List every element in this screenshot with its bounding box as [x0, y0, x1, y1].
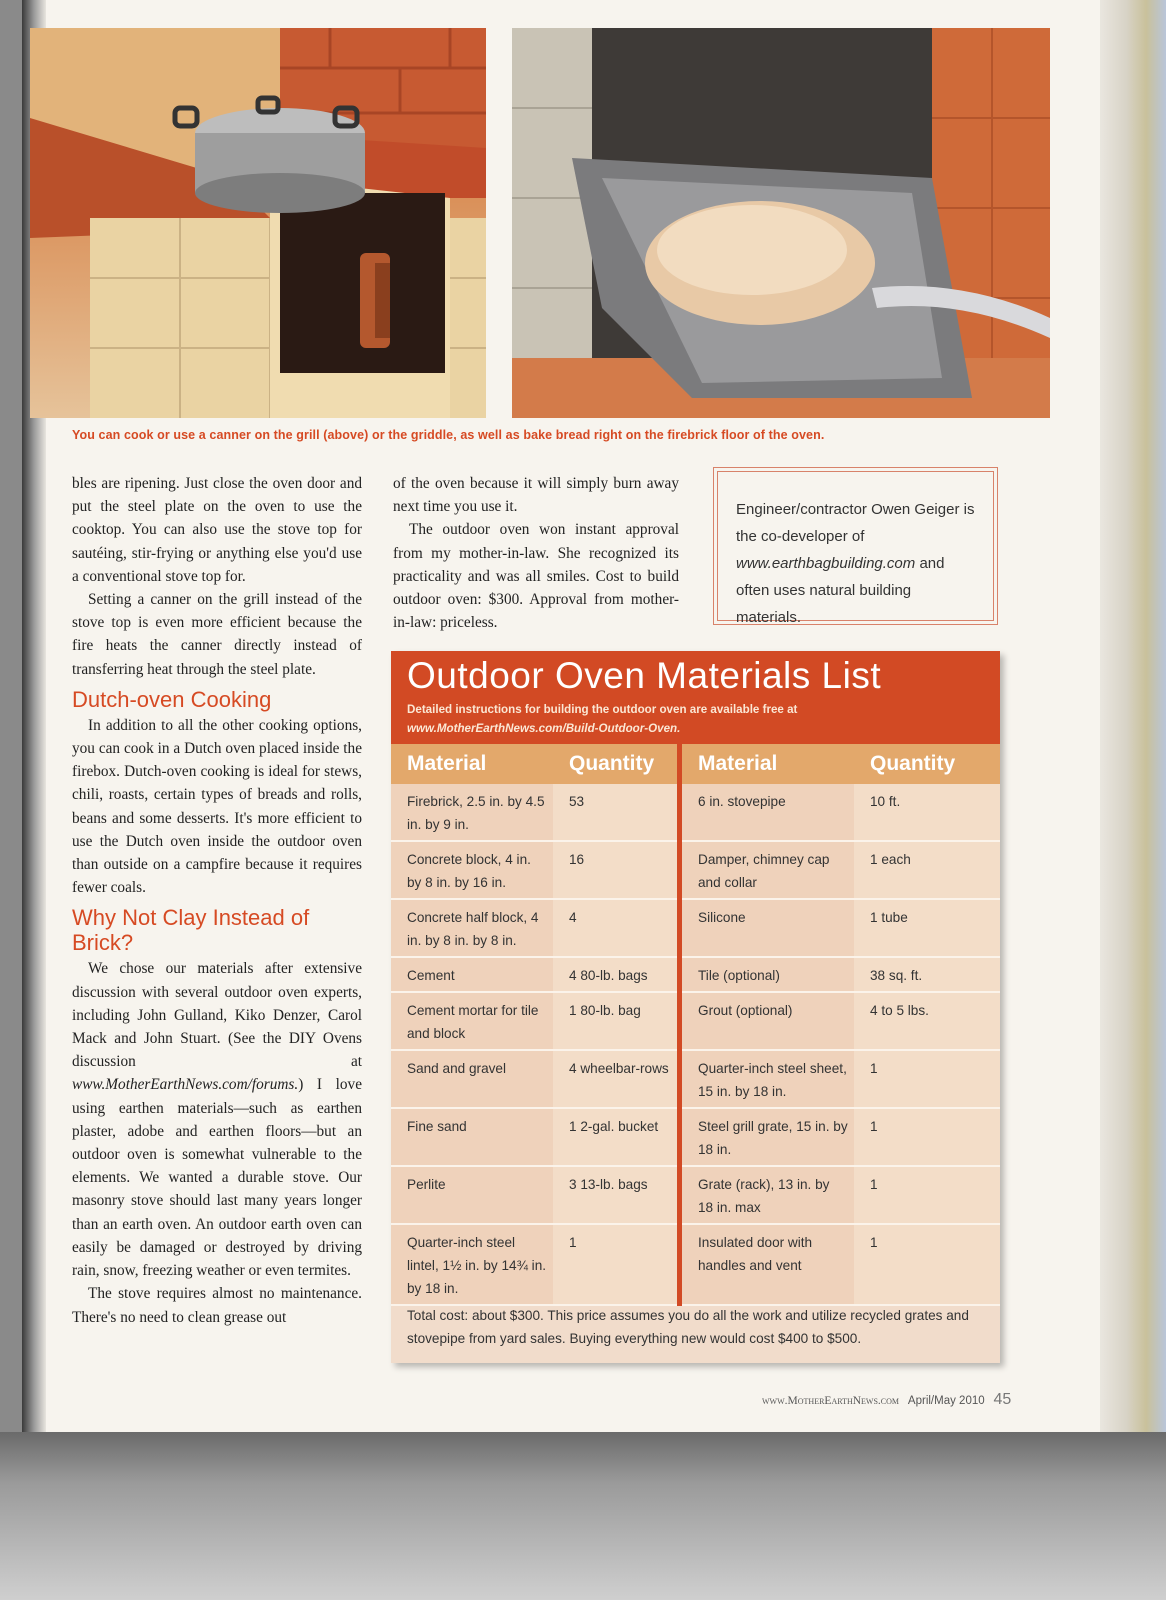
photo-caption: You can cook or use a canner on the grill (above) or the griddle, as well as bake bread right on the firebrick floor of the oven. [72, 428, 825, 442]
table-row [391, 899, 1000, 957]
material-cell: Concrete block, 4 in. by 8 in. by 16 in. [391, 841, 553, 899]
table-row [391, 957, 1000, 992]
bio-text: and often uses natural building materials. [736, 555, 945, 626]
table-row [391, 992, 1000, 1050]
materials-list-box [391, 651, 1000, 1363]
section-heading-dutch-oven: Dutch-oven Cooking [72, 686, 272, 712]
table-row [391, 1166, 1000, 1224]
table-header-row [391, 744, 1000, 784]
material-cell: Quarter-inch steel lintel, 1½ in. by 14¾ in. by 18 in. [391, 1224, 553, 1305]
bio-link[interactable]: www.earthbagbuilding.com [736, 555, 916, 572]
material-cell: Grate (rack), 13 in. by 18 in. max [680, 1166, 855, 1224]
paragraph: The stove requires almost no maintenance. There's no need to clean grease out [72, 1285, 362, 1326]
photo-stove-with-canner [30, 28, 486, 418]
quantity-cell: 1 [854, 1224, 1000, 1305]
table-row [391, 1050, 1000, 1108]
photo-bread-in-oven [512, 28, 1050, 418]
paragraph: bles are ripening. Just close the oven door and put the steel plate on the oven to use the cooktop. You can also use the stove top for sautéing, stir-frying or anything else you'd use a conventional stove top for. [72, 475, 362, 585]
quantity-cell: 4 80-lb. bags [553, 957, 680, 992]
author-bio-text [717, 471, 994, 626]
quantity-cell: 1 [553, 1224, 680, 1305]
quantity-cell: 1 [854, 1166, 1000, 1224]
quantity-cell: 1 [854, 1050, 1000, 1108]
paragraph: In addition to all the other cooking options, you can cook in a Dutch oven placed inside the firebox. Dutch-oven cooking is ideal for stews, chili, roasts, certain types of breads and rolls, beans and some desserts. It's more efficient to use the Dutch oven inside the outdoor oven than outside on a campfire because it requires fewer coals. [72, 716, 362, 897]
material-cell: Fine sand [391, 1108, 553, 1166]
materials-header [391, 651, 1000, 744]
quantity-cell: 38 sq. ft. [854, 957, 1000, 992]
quantity-cell: 53 [553, 784, 680, 841]
material-cell: 6 in. stovepipe [680, 784, 855, 841]
quantity-cell: 16 [553, 841, 680, 899]
column-header: Material [391, 744, 553, 784]
material-cell: Cement mortar for tile and block [391, 992, 553, 1050]
material-cell: Concrete half block, 4 in. by 8 in. by 8 in. [391, 899, 553, 957]
instructions-link[interactable]: www.MotherEarthNews.com/Build-Outdoor-Oven. [407, 722, 681, 735]
scan-background [0, 1432, 1166, 1600]
material-cell: Silicone [680, 899, 855, 957]
quantity-cell: 1 each [854, 841, 1000, 899]
material-cell: Firebrick, 2.5 in. by 4.5 in. by 9 in. [391, 784, 553, 841]
material-cell: Insulated door with handles and vent [680, 1224, 855, 1305]
page-footer [762, 1391, 1011, 1409]
article-column-2 [393, 472, 679, 634]
table-row [391, 1108, 1000, 1166]
materials-title: Outdoor Oven Materials List [407, 655, 882, 696]
table-row [391, 841, 1000, 899]
material-cell: Cement [391, 957, 553, 992]
paragraph-text: We chose our materials after extensive discussion with several outdoor oven experts, including John Gulland, Kiko Denzer, Carol Mack and John Stuart. (See the DIY Ovens discussion at [72, 960, 362, 1071]
article-column-1 [72, 472, 362, 1329]
column-header: Material [680, 744, 855, 784]
forums-link[interactable]: www.MotherEarthNews.com/forums. [72, 1076, 299, 1094]
quantity-cell: 4 to 5 lbs. [854, 992, 1000, 1050]
paragraph: Setting a canner on the grill instead of the stove top is even more efficient because the fire heats the canner directly instead of transferring heat through the steel plate. [72, 591, 362, 678]
quantity-cell: 3 13-lb. bags [553, 1166, 680, 1224]
material-cell: Damper, chimney cap and collar [680, 841, 855, 899]
bio-text: Engineer/contractor Owen Geiger is the co-developer of [736, 501, 975, 545]
quantity-cell: 4 wheelbar-rows [553, 1050, 680, 1108]
table-row [391, 784, 1000, 841]
quantity-cell: 1 [854, 1108, 1000, 1166]
quantity-cell: 4 [553, 899, 680, 957]
subtitle-text: Detailed instructions for building the outdoor oven are available free at [407, 703, 798, 716]
quantity-cell: 1 2-gal. bucket [553, 1108, 680, 1166]
material-cell: Grout (optional) [680, 992, 855, 1050]
material-cell: Perlite [391, 1166, 553, 1224]
quantity-cell: 10 ft. [854, 784, 1000, 841]
column-header: Quantity [854, 744, 1000, 784]
table-row [391, 1224, 1000, 1305]
materials-table [391, 744, 1000, 1306]
footer-issue: April/May 2010 [907, 1395, 985, 1407]
column-header: Quantity [553, 744, 680, 784]
footer-site: www.MotherEarthNews.com [762, 1395, 900, 1407]
material-cell: Steel grill grate, 15 in. by 18 in. [680, 1108, 855, 1166]
paragraph: of the oven because it will simply burn away next time you use it. [393, 475, 679, 516]
material-cell: Quarter-inch steel sheet, 15 in. by 18 in. [680, 1050, 855, 1108]
page-edge [1100, 0, 1166, 1432]
section-heading-clay-vs-brick: Why Not Clay Instead of Brick? [72, 905, 310, 956]
paragraph: The outdoor oven won instant approval from my mother-in-law. She recognized its practicality and was all smiles. Cost to build outdoor oven: $300. Approval from mother-in-law: priceless. [393, 521, 679, 632]
quantity-cell: 1 tube [854, 899, 1000, 957]
paragraph [72, 957, 362, 1282]
total-cost-note: Total cost: about $300. This price assumes you do all the work and utilize recycled grates and stovepipe from yard sales. Buying everything new would cost $400 to $500. [407, 1308, 969, 1346]
author-bio-box [713, 467, 998, 625]
materials-subtitle [407, 700, 987, 738]
paragraph-text: ) I love using earthen materials—such as earthen plaster, adobe and earthen floors—but an outdoor oven is somewhat vulnerable to the elements. We wanted a durable stove. Our masonry stove should last many years longer than an earth oven. An outdoor earth oven can easily be damaged or destroyed by driving rain, snow, freezing weather or even termites. [72, 1076, 362, 1280]
quantity-cell: 1 80-lb. bag [553, 992, 680, 1050]
page-number: 45 [993, 1391, 1012, 1408]
material-cell: Tile (optional) [680, 957, 855, 992]
material-cell: Sand and gravel [391, 1050, 553, 1108]
